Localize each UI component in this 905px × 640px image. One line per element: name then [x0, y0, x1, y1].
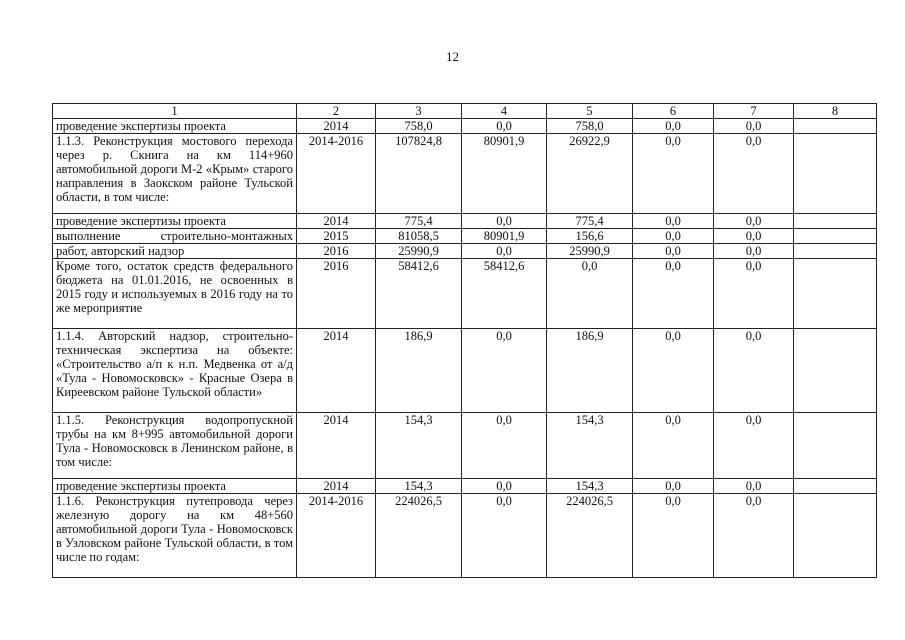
- row-period: 2014: [297, 479, 376, 494]
- row-municipal: 0,0: [633, 229, 714, 244]
- row-period: 2014: [297, 119, 376, 134]
- row-total: 154,3: [376, 479, 462, 494]
- table-row: [53, 134, 877, 214]
- row-col8: [794, 494, 877, 578]
- row-description: 1.1.3. Реконструкция мостового перехода через р. Скнига на км 114+960 автомобильной дороги М-2 «Крым» старого направления в Заокском районе Тульской области, в том числе:: [53, 134, 297, 214]
- table-row: [53, 413, 877, 479]
- row-description: проведение экспертизы проекта: [53, 119, 297, 134]
- column-header: 4: [462, 104, 547, 119]
- row-municipal: 0,0: [633, 214, 714, 229]
- table-row: [53, 244, 877, 259]
- row-other: 0,0: [714, 479, 794, 494]
- row-total: 107824,8: [376, 134, 462, 214]
- row-period: 2016: [297, 244, 376, 259]
- row-description: 1.1.4. Авторский надзор, строительно-техническая экспертиза на объекте: «Строительство а/п к н.п. Медвенка от а/д «Тула - Новомосковск» - Красные Озера в Киреевском районе Тульской области»: [53, 329, 297, 413]
- row-federal: 0,0: [462, 214, 547, 229]
- table-row: [53, 229, 877, 244]
- row-regional: 186,9: [547, 329, 633, 413]
- row-description: проведение экспертизы проекта: [53, 214, 297, 229]
- row-other: 0,0: [714, 119, 794, 134]
- row-regional: 0,0: [547, 259, 633, 329]
- row-federal: 0,0: [462, 413, 547, 479]
- row-description: 1.1.6. Реконструкция путепровода через железную дорогу на км 48+560 автомобильной дороги Тула - Новомосковск в Узловском районе Тульской области, в том числе по годам:: [53, 494, 297, 578]
- row-col8: [794, 329, 877, 413]
- row-regional: 758,0: [547, 119, 633, 134]
- row-total: 154,3: [376, 413, 462, 479]
- row-federal: 0,0: [462, 329, 547, 413]
- row-period: 2014: [297, 413, 376, 479]
- row-municipal: 0,0: [633, 259, 714, 329]
- row-description: 1.1.5. Реконструкция водопропускной трубы на км 8+995 автомобильной дороги Тула - Новомосковск в Ленинском районе, в том числе:: [53, 413, 297, 479]
- row-description: выполнение строительно-монтажных: [53, 229, 297, 244]
- row-other: 0,0: [714, 214, 794, 229]
- column-header: 1: [53, 104, 297, 119]
- row-other: 0,0: [714, 134, 794, 214]
- table-row: [53, 329, 877, 413]
- row-federal: 80901,9: [462, 134, 547, 214]
- column-header: 7: [714, 104, 794, 119]
- table-row: [53, 214, 877, 229]
- row-period: 2014-2016: [297, 134, 376, 214]
- row-col8: [794, 134, 877, 214]
- row-federal: 0,0: [462, 119, 547, 134]
- row-total: 758,0: [376, 119, 462, 134]
- table-row: [53, 494, 877, 578]
- row-period: 2016: [297, 259, 376, 329]
- row-regional: 26922,9: [547, 134, 633, 214]
- column-header: 6: [633, 104, 714, 119]
- row-regional: 156,6: [547, 229, 633, 244]
- row-municipal: 0,0: [633, 494, 714, 578]
- row-period: 2014: [297, 214, 376, 229]
- table-header-row: [53, 104, 877, 119]
- row-federal: 80901,9: [462, 229, 547, 244]
- row-federal: 0,0: [462, 494, 547, 578]
- row-municipal: 0,0: [633, 244, 714, 259]
- row-federal: 58412,6: [462, 259, 547, 329]
- row-regional: 154,3: [547, 479, 633, 494]
- row-municipal: 0,0: [633, 479, 714, 494]
- row-other: 0,0: [714, 259, 794, 329]
- row-municipal: 0,0: [633, 119, 714, 134]
- page-number: 12: [446, 49, 459, 64]
- row-period: 2014: [297, 329, 376, 413]
- row-col8: [794, 244, 877, 259]
- row-period: 2014-2016: [297, 494, 376, 578]
- row-federal: 0,0: [462, 479, 547, 494]
- row-period: 2015: [297, 229, 376, 244]
- row-col8: [794, 479, 877, 494]
- row-col8: [794, 229, 877, 244]
- row-municipal: 0,0: [633, 413, 714, 479]
- row-other: 0,0: [714, 329, 794, 413]
- budget-table: [52, 103, 877, 578]
- row-col8: [794, 214, 877, 229]
- row-total: 186,9: [376, 329, 462, 413]
- row-other: 0,0: [714, 229, 794, 244]
- row-total: 25990,9: [376, 244, 462, 259]
- row-col8: [794, 119, 877, 134]
- row-other: 0,0: [714, 494, 794, 578]
- row-col8: [794, 413, 877, 479]
- table-row: [53, 259, 877, 329]
- column-header: 3: [376, 104, 462, 119]
- row-other: 0,0: [714, 244, 794, 259]
- row-total: 58412,6: [376, 259, 462, 329]
- row-total: 775,4: [376, 214, 462, 229]
- row-federal: 0,0: [462, 244, 547, 259]
- row-municipal: 0,0: [633, 329, 714, 413]
- row-regional: 154,3: [547, 413, 633, 479]
- row-col8: [794, 259, 877, 329]
- column-header: 8: [794, 104, 877, 119]
- row-regional: 25990,9: [547, 244, 633, 259]
- row-other: 0,0: [714, 413, 794, 479]
- table-row: [53, 119, 877, 134]
- column-header: 2: [297, 104, 376, 119]
- row-description: проведение экспертизы проекта: [53, 479, 297, 494]
- row-regional: 775,4: [547, 214, 633, 229]
- row-regional: 224026,5: [547, 494, 633, 578]
- row-total: 81058,5: [376, 229, 462, 244]
- row-municipal: 0,0: [633, 134, 714, 214]
- row-description: работ, авторский надзор: [53, 244, 297, 259]
- row-total: 224026,5: [376, 494, 462, 578]
- column-header: 5: [547, 104, 633, 119]
- table-row: [53, 479, 877, 494]
- row-description: Кроме того, остаток средств федерального бюджета на 01.01.2016, не освоенных в 2015 году и используемых в 2016 году на то же мероприятие: [53, 259, 297, 329]
